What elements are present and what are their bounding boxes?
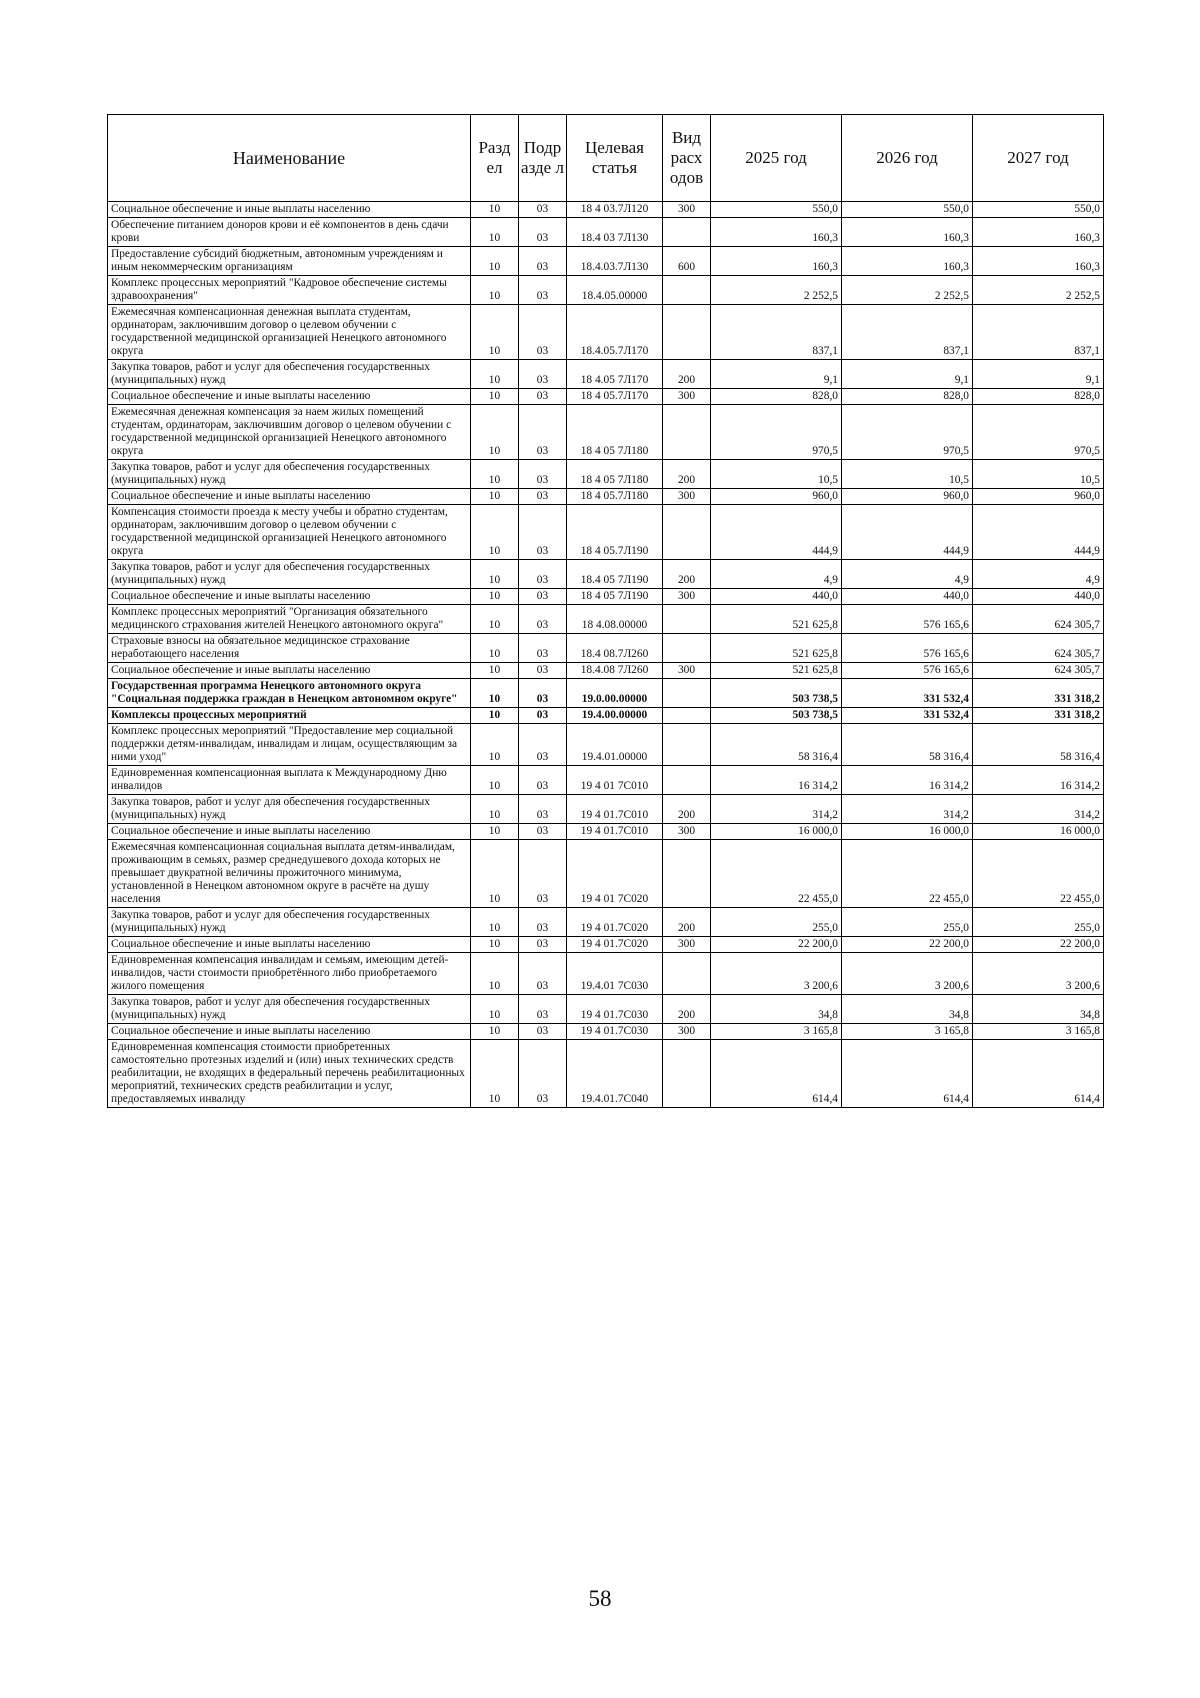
row-amount-2025-cell: 550,0	[711, 202, 842, 218]
row-amount-2025-cell: 521 625,8	[711, 634, 842, 663]
row-amount-2027-cell: 58 316,4	[973, 724, 1104, 766]
row-amount-2025-cell: 828,0	[711, 389, 842, 405]
row-name-cell: Комплекс процессных мероприятий "Организация обязательного медицинского страхования жителей Ненецкого автономного округа"	[108, 605, 471, 634]
row-name-cell: Социальное обеспечение и иные выплаты населению	[108, 389, 471, 405]
row-name-cell: Комплексы процессных мероприятий	[108, 708, 471, 724]
table-row	[108, 305, 1104, 360]
table-row	[108, 589, 1104, 605]
row-razdel-cell: 10	[471, 953, 519, 995]
row-name-cell: Обеспечение питанием доноров крови и её компонентов в день сдачи крови	[108, 218, 471, 247]
row-expense-type-cell	[663, 724, 711, 766]
row-razdel-cell: 10	[471, 605, 519, 634]
row-amount-2026-cell: 440,0	[842, 589, 973, 605]
row-name-cell: Социальное обеспечение и иные выплаты населению	[108, 489, 471, 505]
row-target-article-cell: 18.4 08.7Л260	[567, 634, 663, 663]
row-podrazdel-cell: 03	[519, 937, 567, 953]
row-expense-type-cell: 300	[663, 824, 711, 840]
row-amount-2025-cell: 503 738,5	[711, 708, 842, 724]
table-row	[108, 489, 1104, 505]
row-razdel-cell: 10	[471, 840, 519, 908]
row-name-cell: Закупка товаров, работ и услуг для обеспечения государственных (муниципальных) нужд	[108, 995, 471, 1024]
row-razdel-cell: 10	[471, 360, 519, 389]
row-name-cell: Единовременная компенсация стоимости приобретенных самостоятельно протезных изделий и (или) иных технических средств реабилитации, не входящих в федеральный перечень реабилитационных мероприятий, технических средств реабилитации и услуг, предоставляемых инвалиду	[108, 1040, 471, 1108]
row-name-cell: Страховые взносы на обязательное медицинское страхование неработающего населения	[108, 634, 471, 663]
row-amount-2025-cell: 503 738,5	[711, 679, 842, 708]
row-expense-type-cell: 200	[663, 460, 711, 489]
row-expense-type-cell	[663, 679, 711, 708]
row-expense-type-cell: 200	[663, 560, 711, 589]
row-razdel-cell: 10	[471, 560, 519, 589]
table-row	[108, 663, 1104, 679]
header-razdel: Разд ел	[471, 115, 519, 202]
row-name-cell: Социальное обеспечение и иные выплаты населению	[108, 1024, 471, 1040]
row-target-article-cell: 18 4 05.7Л190	[567, 505, 663, 560]
row-expense-type-cell: 300	[663, 389, 711, 405]
row-amount-2026-cell: 837,1	[842, 305, 973, 360]
row-podrazdel-cell: 03	[519, 995, 567, 1024]
row-amount-2025-cell: 970,5	[711, 405, 842, 460]
row-name-cell: Единовременная компенсация инвалидам и семьям, имеющим детей-инвалидов, части стоимости приобретённого либо приобретаемого жилого помещения	[108, 953, 471, 995]
row-expense-type-cell: 300	[663, 1024, 711, 1040]
row-target-article-cell: 18 4 05 7Л180	[567, 460, 663, 489]
row-amount-2025-cell: 22 455,0	[711, 840, 842, 908]
row-razdel-cell: 10	[471, 824, 519, 840]
row-expense-type-cell	[663, 766, 711, 795]
row-expense-type-cell	[663, 305, 711, 360]
row-name-cell: Закупка товаров, работ и услуг для обеспечения государственных (муниципальных) нужд	[108, 360, 471, 389]
row-amount-2027-cell: 4,9	[973, 560, 1104, 589]
header-target-article: Целевая статья	[567, 115, 663, 202]
row-podrazdel-cell: 03	[519, 663, 567, 679]
row-expense-type-cell: 200	[663, 908, 711, 937]
row-amount-2025-cell: 521 625,8	[711, 605, 842, 634]
header-podrazdel: Подр азде л	[519, 115, 567, 202]
row-podrazdel-cell: 03	[519, 505, 567, 560]
row-razdel-cell: 10	[471, 1024, 519, 1040]
row-razdel-cell: 10	[471, 1040, 519, 1108]
row-amount-2026-cell: 10,5	[842, 460, 973, 489]
row-podrazdel-cell: 03	[519, 460, 567, 489]
row-target-article-cell: 19 4 01.7С020	[567, 937, 663, 953]
row-razdel-cell: 10	[471, 247, 519, 276]
row-target-article-cell: 19.0.00.00000	[567, 679, 663, 708]
row-name-cell: Ежемесячная компенсационная денежная выплата студентам, ординаторам, заключившим договор о целевом обучении с государственной медицинской организацией Ненецкого автономного округа	[108, 305, 471, 360]
table-row	[108, 505, 1104, 560]
row-amount-2027-cell: 9,1	[973, 360, 1104, 389]
row-name-cell: Закупка товаров, работ и услуг для обеспечения государственных (муниципальных) нужд	[108, 560, 471, 589]
row-target-article-cell: 19 4 01.7С030	[567, 995, 663, 1024]
row-expense-type-cell	[663, 605, 711, 634]
row-podrazdel-cell: 03	[519, 276, 567, 305]
row-podrazdel-cell: 03	[519, 1040, 567, 1108]
table-row	[108, 724, 1104, 766]
row-name-cell: Государственная программа Ненецкого автономного округа "Социальная поддержка граждан в Ненецком автономном округе"	[108, 679, 471, 708]
row-expense-type-cell	[663, 405, 711, 460]
row-podrazdel-cell: 03	[519, 1024, 567, 1040]
row-amount-2027-cell: 160,3	[973, 247, 1104, 276]
row-name-cell: Ежемесячная денежная компенсация за наем жилых помещений студентам, ординаторам, заключившим договор о целевом обучении с государственной медицинской организацией Ненецкого автономного округа	[108, 405, 471, 460]
row-amount-2026-cell: 34,8	[842, 995, 973, 1024]
table-row	[108, 995, 1104, 1024]
row-target-article-cell: 19.4.01 7С030	[567, 953, 663, 995]
row-razdel-cell: 10	[471, 202, 519, 218]
row-amount-2026-cell: 550,0	[842, 202, 973, 218]
row-amount-2026-cell: 58 316,4	[842, 724, 973, 766]
row-razdel-cell: 10	[471, 724, 519, 766]
table-row	[108, 605, 1104, 634]
row-amount-2026-cell: 960,0	[842, 489, 973, 505]
table-row	[108, 276, 1104, 305]
row-target-article-cell: 19 4 01 7С010	[567, 766, 663, 795]
row-podrazdel-cell: 03	[519, 202, 567, 218]
row-expense-type-cell	[663, 953, 711, 995]
row-podrazdel-cell: 03	[519, 908, 567, 937]
row-amount-2025-cell: 314,2	[711, 795, 842, 824]
row-podrazdel-cell: 03	[519, 247, 567, 276]
row-amount-2026-cell: 22 455,0	[842, 840, 973, 908]
table-row	[108, 634, 1104, 663]
row-razdel-cell: 10	[471, 795, 519, 824]
page-number: 58	[588, 1586, 612, 1611]
row-amount-2026-cell: 314,2	[842, 795, 973, 824]
row-podrazdel-cell: 03	[519, 560, 567, 589]
row-amount-2027-cell: 16 314,2	[973, 766, 1104, 795]
row-amount-2025-cell: 16 314,2	[711, 766, 842, 795]
row-amount-2027-cell: 331 318,2	[973, 708, 1104, 724]
row-amount-2026-cell: 576 165,6	[842, 605, 973, 634]
row-amount-2027-cell: 22 200,0	[973, 937, 1104, 953]
row-expense-type-cell	[663, 218, 711, 247]
header-name: Наименование	[108, 115, 471, 202]
row-amount-2025-cell: 837,1	[711, 305, 842, 360]
row-amount-2026-cell: 16 000,0	[842, 824, 973, 840]
row-amount-2027-cell: 2 252,5	[973, 276, 1104, 305]
row-podrazdel-cell: 03	[519, 605, 567, 634]
row-amount-2025-cell: 4,9	[711, 560, 842, 589]
budget-table	[107, 114, 1104, 1108]
row-podrazdel-cell: 03	[519, 708, 567, 724]
row-target-article-cell: 19 4 01.7С030	[567, 1024, 663, 1040]
table-row	[108, 1024, 1104, 1040]
row-expense-type-cell: 300	[663, 589, 711, 605]
row-name-cell: Предоставление субсидий бюджетным, автономным учреждениям и иным некоммерческим организациям	[108, 247, 471, 276]
row-podrazdel-cell: 03	[519, 840, 567, 908]
row-razdel-cell: 10	[471, 489, 519, 505]
row-amount-2025-cell: 10,5	[711, 460, 842, 489]
row-amount-2025-cell: 34,8	[711, 995, 842, 1024]
table-row	[108, 937, 1104, 953]
row-amount-2026-cell: 444,9	[842, 505, 973, 560]
row-expense-type-cell: 300	[663, 937, 711, 953]
row-podrazdel-cell: 03	[519, 305, 567, 360]
row-razdel-cell: 10	[471, 405, 519, 460]
table-row	[108, 795, 1104, 824]
row-amount-2025-cell: 160,3	[711, 247, 842, 276]
row-razdel-cell: 10	[471, 276, 519, 305]
row-amount-2025-cell: 2 252,5	[711, 276, 842, 305]
table-row	[108, 679, 1104, 708]
row-amount-2025-cell: 58 316,4	[711, 724, 842, 766]
table-row	[108, 840, 1104, 908]
row-amount-2025-cell: 960,0	[711, 489, 842, 505]
row-amount-2026-cell: 331 532,4	[842, 708, 973, 724]
row-amount-2026-cell: 614,4	[842, 1040, 973, 1108]
row-amount-2027-cell: 331 318,2	[973, 679, 1104, 708]
table-row	[108, 460, 1104, 489]
header-expense-type: Вид расх одов	[663, 115, 711, 202]
row-amount-2025-cell: 440,0	[711, 589, 842, 605]
row-amount-2027-cell: 160,3	[973, 218, 1104, 247]
row-expense-type-cell: 200	[663, 795, 711, 824]
row-expense-type-cell	[663, 276, 711, 305]
row-razdel-cell: 10	[471, 766, 519, 795]
row-podrazdel-cell: 03	[519, 634, 567, 663]
row-podrazdel-cell: 03	[519, 795, 567, 824]
row-name-cell: Закупка товаров, работ и услуг для обеспечения государственных (муниципальных) нужд	[108, 460, 471, 489]
row-expense-type-cell: 300	[663, 663, 711, 679]
table-row	[108, 218, 1104, 247]
row-razdel-cell: 10	[471, 663, 519, 679]
row-amount-2026-cell: 16 314,2	[842, 766, 973, 795]
row-amount-2027-cell: 970,5	[973, 405, 1104, 460]
table-body	[108, 202, 1104, 1108]
row-amount-2027-cell: 16 000,0	[973, 824, 1104, 840]
row-target-article-cell: 19 4 01.7С020	[567, 908, 663, 937]
row-amount-2025-cell: 444,9	[711, 505, 842, 560]
row-expense-type-cell: 300	[663, 489, 711, 505]
row-razdel-cell: 10	[471, 634, 519, 663]
row-amount-2025-cell: 3 200,6	[711, 953, 842, 995]
row-expense-type-cell	[663, 1040, 711, 1108]
row-name-cell: Социальное обеспечение и иные выплаты населению	[108, 589, 471, 605]
row-amount-2026-cell: 828,0	[842, 389, 973, 405]
row-target-article-cell: 19.4.00.00000	[567, 708, 663, 724]
row-target-article-cell: 19 4 01.7С010	[567, 795, 663, 824]
row-amount-2026-cell: 3 200,6	[842, 953, 973, 995]
row-amount-2027-cell: 624 305,7	[973, 634, 1104, 663]
row-amount-2027-cell: 3 165,8	[973, 1024, 1104, 1040]
row-amount-2027-cell: 828,0	[973, 389, 1104, 405]
row-razdel-cell: 10	[471, 389, 519, 405]
header-2026: 2026 год	[842, 115, 973, 202]
row-amount-2026-cell: 970,5	[842, 405, 973, 460]
row-razdel-cell: 10	[471, 995, 519, 1024]
row-target-article-cell: 18 4 05 7Л180	[567, 405, 663, 460]
row-amount-2027-cell: 960,0	[973, 489, 1104, 505]
row-amount-2026-cell: 2 252,5	[842, 276, 973, 305]
row-razdel-cell: 10	[471, 708, 519, 724]
table-row	[108, 202, 1104, 218]
row-amount-2027-cell: 624 305,7	[973, 663, 1104, 679]
row-target-article-cell: 18.4.05.7Л170	[567, 305, 663, 360]
row-name-cell: Закупка товаров, работ и услуг для обеспечения государственных (муниципальных) нужд	[108, 795, 471, 824]
row-amount-2026-cell: 22 200,0	[842, 937, 973, 953]
row-expense-type-cell	[663, 634, 711, 663]
row-target-article-cell: 18 4.08.00000	[567, 605, 663, 634]
row-target-article-cell: 18.4.08 7Л260	[567, 663, 663, 679]
header-2025: 2025 год	[711, 115, 842, 202]
table-row	[108, 908, 1104, 937]
row-amount-2026-cell: 576 165,6	[842, 663, 973, 679]
row-podrazdel-cell: 03	[519, 766, 567, 795]
row-amount-2027-cell: 614,4	[973, 1040, 1104, 1108]
table-row	[108, 1040, 1104, 1108]
row-razdel-cell: 10	[471, 908, 519, 937]
row-target-article-cell: 19 4 01 7С020	[567, 840, 663, 908]
row-name-cell: Закупка товаров, работ и услуг для обеспечения государственных (муниципальных) нужд	[108, 908, 471, 937]
row-podrazdel-cell: 03	[519, 679, 567, 708]
row-expense-type-cell: 200	[663, 995, 711, 1024]
row-amount-2025-cell: 521 625,8	[711, 663, 842, 679]
row-name-cell: Социальное обеспечение и иные выплаты населению	[108, 937, 471, 953]
row-amount-2027-cell: 34,8	[973, 995, 1104, 1024]
row-expense-type-cell: 300	[663, 202, 711, 218]
table-row	[108, 360, 1104, 389]
row-expense-type-cell: 200	[663, 360, 711, 389]
header-2027: 2027 год	[973, 115, 1104, 202]
row-name-cell: Социальное обеспечение и иные выплаты населению	[108, 824, 471, 840]
row-name-cell: Комплекс процессных мероприятий "Кадровое обеспечение системы здравоохранения"	[108, 276, 471, 305]
row-name-cell: Социальное обеспечение и иные выплаты населению	[108, 663, 471, 679]
row-target-article-cell: 18.4 03 7Л130	[567, 218, 663, 247]
row-razdel-cell: 10	[471, 305, 519, 360]
table-row	[108, 247, 1104, 276]
row-amount-2025-cell: 22 200,0	[711, 937, 842, 953]
row-amount-2027-cell: 22 455,0	[973, 840, 1104, 908]
row-podrazdel-cell: 03	[519, 360, 567, 389]
row-razdel-cell: 10	[471, 505, 519, 560]
row-target-article-cell: 18 4 05.7Л180	[567, 489, 663, 505]
row-amount-2027-cell: 624 305,7	[973, 605, 1104, 634]
row-amount-2027-cell: 837,1	[973, 305, 1104, 360]
row-amount-2025-cell: 16 000,0	[711, 824, 842, 840]
row-amount-2026-cell: 3 165,8	[842, 1024, 973, 1040]
table-row	[108, 824, 1104, 840]
row-amount-2026-cell: 255,0	[842, 908, 973, 937]
row-amount-2025-cell: 255,0	[711, 908, 842, 937]
row-podrazdel-cell: 03	[519, 724, 567, 766]
row-target-article-cell: 18.4.05.00000	[567, 276, 663, 305]
row-amount-2027-cell: 10,5	[973, 460, 1104, 489]
row-podrazdel-cell: 03	[519, 389, 567, 405]
row-target-article-cell: 19 4 01.7С010	[567, 824, 663, 840]
row-amount-2025-cell: 9,1	[711, 360, 842, 389]
row-amount-2026-cell: 9,1	[842, 360, 973, 389]
row-target-article-cell: 18 4 05 7Л190	[567, 589, 663, 605]
table-header-row	[108, 115, 1104, 202]
row-razdel-cell: 10	[471, 679, 519, 708]
row-name-cell: Единовременная компенсационная выплата к Международному Дню инвалидов	[108, 766, 471, 795]
row-podrazdel-cell: 03	[519, 953, 567, 995]
row-name-cell: Комплекс процессных мероприятий "Предоставление мер социальной поддержки детям-инвалидам, инвалидам и лицам, осуществляющим за ними уход"	[108, 724, 471, 766]
row-target-article-cell: 18 4.05 7Л170	[567, 360, 663, 389]
row-razdel-cell: 10	[471, 460, 519, 489]
row-target-article-cell: 19.4.01.00000	[567, 724, 663, 766]
row-amount-2025-cell: 614,4	[711, 1040, 842, 1108]
row-amount-2027-cell: 255,0	[973, 908, 1104, 937]
row-target-article-cell: 18.4 05 7Л190	[567, 560, 663, 589]
row-amount-2026-cell: 576 165,6	[842, 634, 973, 663]
row-target-article-cell: 18 4 05.7Л170	[567, 389, 663, 405]
table-row	[108, 560, 1104, 589]
row-razdel-cell: 10	[471, 937, 519, 953]
table-row	[108, 953, 1104, 995]
row-amount-2027-cell: 314,2	[973, 795, 1104, 824]
table-row	[108, 405, 1104, 460]
row-razdel-cell: 10	[471, 218, 519, 247]
row-razdel-cell: 10	[471, 589, 519, 605]
table-row	[108, 708, 1104, 724]
row-expense-type-cell	[663, 505, 711, 560]
row-expense-type-cell	[663, 840, 711, 908]
row-podrazdel-cell: 03	[519, 824, 567, 840]
table-row	[108, 389, 1104, 405]
row-expense-type-cell	[663, 708, 711, 724]
row-amount-2027-cell: 444,9	[973, 505, 1104, 560]
row-amount-2026-cell: 160,3	[842, 218, 973, 247]
row-amount-2026-cell: 4,9	[842, 560, 973, 589]
row-name-cell: Компенсация стоимости проезда к месту учебы и обратно студентам, ординаторам, заключившим договор о целевом обучении с государственной медицинской организацией Ненецкого автономного округа	[108, 505, 471, 560]
row-amount-2025-cell: 160,3	[711, 218, 842, 247]
row-name-cell: Ежемесячная компенсационная социальная выплата детям-инвалидам, проживающим в семьях, размер среднедушевого дохода которых не превышает двукратной величины прожиточного минимума, установленной в Ненецком автономном округе в расчёте на душу населения	[108, 840, 471, 908]
row-podrazdel-cell: 03	[519, 405, 567, 460]
table-row	[108, 766, 1104, 795]
row-podrazdel-cell: 03	[519, 589, 567, 605]
row-amount-2027-cell: 550,0	[973, 202, 1104, 218]
row-expense-type-cell: 600	[663, 247, 711, 276]
row-podrazdel-cell: 03	[519, 218, 567, 247]
row-amount-2026-cell: 160,3	[842, 247, 973, 276]
row-name-cell: Социальное обеспечение и иные выплаты населению	[108, 202, 471, 218]
row-amount-2027-cell: 440,0	[973, 589, 1104, 605]
row-amount-2027-cell: 3 200,6	[973, 953, 1104, 995]
row-target-article-cell: 19.4.01.7С040	[567, 1040, 663, 1108]
row-target-article-cell: 18 4 03.7Л120	[567, 202, 663, 218]
row-amount-2025-cell: 3 165,8	[711, 1024, 842, 1040]
row-target-article-cell: 18.4.03.7Л130	[567, 247, 663, 276]
row-amount-2026-cell: 331 532,4	[842, 679, 973, 708]
row-podrazdel-cell: 03	[519, 489, 567, 505]
